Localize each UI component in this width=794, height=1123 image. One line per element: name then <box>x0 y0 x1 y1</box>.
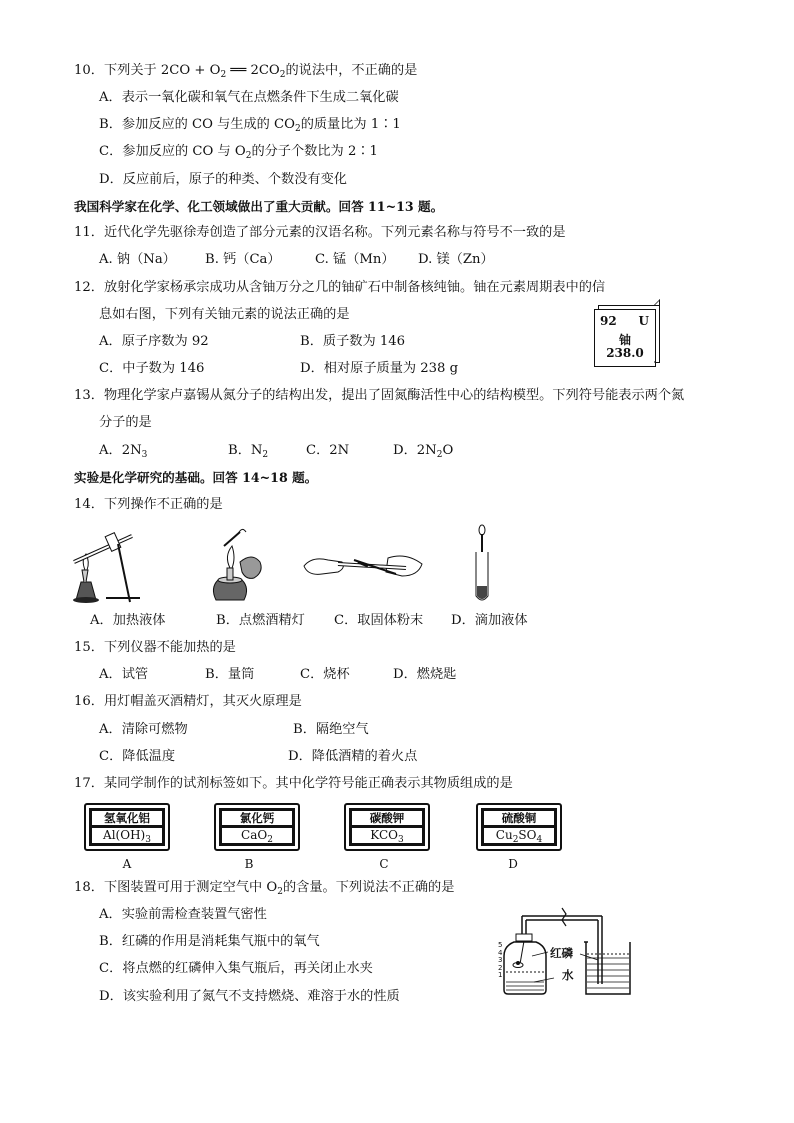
label-caption-a: A <box>122 857 132 871</box>
q10-option-a[interactable]: A．表示一氧化碳和氧气在点燃条件下生成二氧化碳 <box>99 90 399 105</box>
subscript: 2 <box>267 835 273 845</box>
label-name: 氯化钙 <box>222 811 292 825</box>
q11-option-c[interactable]: C. 锰（Mn） <box>315 252 395 267</box>
q16-option-b[interactable]: B．隔绝空气 <box>293 722 369 737</box>
q10-option-b[interactable] <box>99 116 401 134</box>
reagent-label-d[interactable] <box>476 803 562 851</box>
q10-stem-suffix: 的说法中，不正确的是 <box>285 63 418 78</box>
q15-stem: 15．下列仪器不能加热的是 <box>74 640 236 655</box>
subscript: 2 <box>245 151 252 161</box>
label-formula <box>484 828 554 843</box>
formula-part: SO <box>518 828 537 842</box>
q16-stem: 16．用灯帽盖灭酒精灯，其灭火原理是 <box>74 694 302 709</box>
scale-mark: 5 <box>498 941 503 949</box>
section-heading-1: 我国科学家在化学、化工领域做出了重大贡献。回答 11~13 题。 <box>74 199 444 214</box>
q13-option-b[interactable] <box>228 442 268 460</box>
label-name: 硫酸铜 <box>484 811 554 825</box>
q12-option-b[interactable]: B．质子数为 146 <box>300 334 405 349</box>
q10-stem-eq: ══ 2CO <box>226 63 280 78</box>
red-phosphorus-label: 红磷 <box>550 946 573 960</box>
subscript: 2 <box>262 450 269 460</box>
subscript: 4 <box>536 835 543 845</box>
label-frame <box>89 808 165 846</box>
q12-option-a[interactable]: A．原子序数为 92 <box>99 334 209 349</box>
q13-d-text: D．2N <box>393 443 437 458</box>
taking-powder-illustration <box>302 548 426 582</box>
q10-option-d[interactable]: D．反应前后，原子的种类、个数没有变化 <box>99 172 347 187</box>
q18-option-c[interactable]: C．将点燃的红磷伸入集气瓶后，再关闭止水夹 <box>99 961 373 976</box>
q10-stem-text: 10．下列关于 2CO + O <box>74 63 221 78</box>
label-formula <box>92 828 162 843</box>
atomic-mass: 238.0 <box>606 346 644 360</box>
reagent-label-c[interactable] <box>344 803 430 851</box>
q11-option-a[interactable]: A. 钠（Na） <box>99 252 176 267</box>
heating-liquid-illustration <box>66 520 146 604</box>
q10-b-text: B．参加反应的 CO 与生成的 CO <box>99 117 295 132</box>
q16-option-c[interactable]: C．降低温度 <box>99 749 176 764</box>
subscript: 3 <box>145 835 151 845</box>
q12-option-c[interactable]: C．中子数为 146 <box>99 361 205 376</box>
q13-stem-line1: 13．物理化学家卢嘉锡从氮分子的结构出发，提出了固氮酶活性中心的结构模型。下列符号能表示两个氮 <box>74 388 685 403</box>
q18-stem-text: 18．下图装置可用于测定空气中 O <box>74 880 278 895</box>
q15-option-b[interactable]: B．量筒 <box>205 667 255 682</box>
water-label: 水 <box>562 968 574 982</box>
subscript: 2 <box>277 887 283 897</box>
q15-option-d[interactable]: D．燃烧匙 <box>393 667 457 682</box>
label-name: 碳酸钾 <box>352 811 422 825</box>
q14-option-d[interactable]: D．滴加液体 <box>451 613 528 628</box>
scale-mark: 4 <box>498 948 503 957</box>
label-caption-d: D <box>508 857 518 871</box>
label-frame <box>349 808 425 846</box>
q18-stem-suffix: 的含量。下列说法不正确的是 <box>282 880 455 895</box>
q18-option-b[interactable]: B．红磷的作用是消耗集气瓶中的氧气 <box>99 934 320 949</box>
q12-option-d[interactable]: D．相对原子质量为 238 g <box>300 361 459 376</box>
subscript: 2 <box>436 450 443 460</box>
subscript: 2 <box>279 70 286 80</box>
q18-option-d[interactable]: D．该实验利用了氮气不支持燃烧、难溶于水的性质 <box>99 989 400 1004</box>
q10-stem <box>74 62 417 80</box>
scale-mark: 2 <box>498 963 503 972</box>
scale-mark: 1 <box>498 971 503 980</box>
subscript: 2 <box>220 70 227 80</box>
q13-stem-line2: 分子的是 <box>99 415 152 430</box>
q15-option-a[interactable]: A．试管 <box>99 667 149 682</box>
q13-option-c[interactable]: C．2N <box>306 443 350 458</box>
q18-option-a[interactable]: A．实验前需检查装置气密性 <box>99 907 267 922</box>
label-formula <box>352 828 422 843</box>
volume-scale <box>498 942 502 980</box>
reagent-label-a[interactable] <box>84 803 170 851</box>
q13-option-a[interactable] <box>99 442 147 460</box>
uranium-element-card <box>594 309 656 367</box>
q13-option-d[interactable] <box>393 442 453 460</box>
reagent-label-b[interactable] <box>214 803 300 851</box>
element-name: 铀 <box>618 333 631 347</box>
q15-option-c[interactable]: C．烧杯 <box>300 667 350 682</box>
q11-option-d[interactable]: D. 镁（Zn） <box>418 252 494 267</box>
label-caption-c: C <box>379 857 389 871</box>
formula-part: Cu <box>495 828 513 842</box>
section-heading-2: 实验是化学研究的基础。回答 14~18 题。 <box>74 470 318 485</box>
q10-b-suffix: 的质量比为 1∶1 <box>300 117 401 132</box>
subscript: 3 <box>397 835 404 845</box>
element-symbol: U <box>638 314 649 328</box>
q12-stem-line2: 息如右图，下列有关铀元素的说法正确的是 <box>99 307 350 322</box>
q10-option-c[interactable] <box>99 143 378 161</box>
q13-a-text: A．2N <box>99 443 142 458</box>
formula-part: Al(OH) <box>103 828 146 842</box>
q18-stem <box>74 879 454 897</box>
q17-stem: 17．某同学制作的试剂标签如下。其中化学符号能正确表示其物质组成的是 <box>74 776 513 791</box>
formula-part: CaO <box>241 828 268 842</box>
label-frame <box>219 808 295 846</box>
atomic-number: 92 <box>600 314 617 328</box>
q16-option-d[interactable]: D．降低酒精的着火点 <box>288 749 418 764</box>
q11-option-b[interactable]: B. 钙（Ca） <box>205 252 281 267</box>
q11-stem: 11．近代化学先驱徐寿创造了部分元素的汉语名称。下列元素名称与符号不一致的是 <box>74 225 566 240</box>
label-name: 氢氧化铝 <box>92 811 162 825</box>
subscript: 2 <box>512 835 519 845</box>
subscript: 2 <box>294 124 301 134</box>
q13-b-text: B．N <box>228 443 263 458</box>
q10-c-text: C．参加反应的 CO 与 O <box>99 144 246 159</box>
q10-c-suffix: 的分子个数比为 2∶1 <box>251 144 378 159</box>
dropping-liquid-illustration <box>470 522 494 604</box>
q12-stem-line1: 12．放射化学家杨承宗成功从含铀万分之几的铀矿石中制备核纯铀。铀在元素周期表中的信 <box>74 280 606 295</box>
formula-part: KCO <box>370 828 398 842</box>
scale-mark: 3 <box>498 956 503 965</box>
q16-option-a[interactable]: A．清除可燃物 <box>99 722 188 737</box>
q14-stem: 14．下列操作不正确的是 <box>74 497 223 512</box>
q14-option-b[interactable]: B．点燃酒精灯 <box>216 613 305 628</box>
q13-d-suffix: O <box>442 443 454 458</box>
label-frame <box>481 808 557 846</box>
label-caption-b: B <box>244 857 254 871</box>
lighting-alcohol-lamp-illustration <box>204 522 268 604</box>
q14-option-a[interactable]: A．加热液体 <box>90 613 166 628</box>
q14-option-c[interactable]: C．取固体粉末 <box>334 613 424 628</box>
subscript: 3 <box>141 450 148 460</box>
label-formula <box>222 828 292 843</box>
